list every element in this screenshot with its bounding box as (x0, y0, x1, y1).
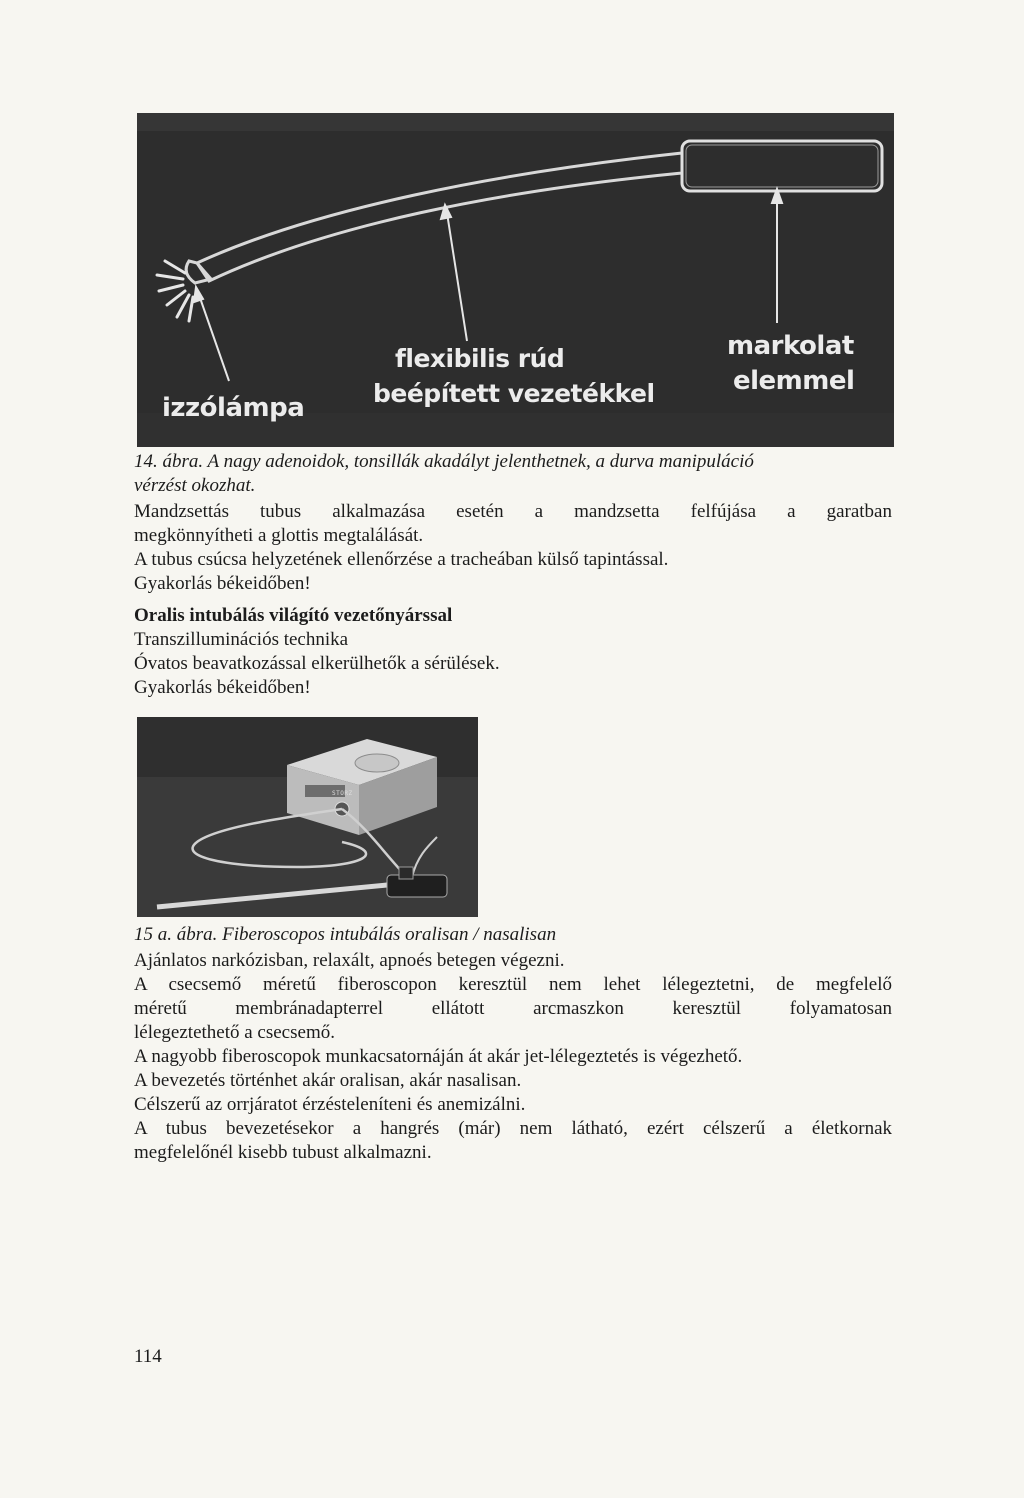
figure-14-caption: 14. ábra. A nagy adenoidok, tonsillák akadályt jelenthetnek, a durva manipuláció vérzést okozhat. (134, 451, 754, 496)
label-built-in-wiring: beépített vezetékkel (373, 379, 655, 408)
paragraph: A tubus csúcsa helyzetének ellenőrzése a tracheában külső tapintással. (134, 549, 669, 570)
label-flexible-rod: flexibilis rúd (395, 344, 565, 373)
label-bulb: izzólámpa (162, 393, 305, 423)
figure-15-caption: 15 a. ábra. Fiberoscopos intubálás oralisan / nasalisan (134, 924, 557, 945)
paragraph: Gyakorlás békeidőben! (134, 677, 311, 698)
paragraph-line: megkönnyítheti a glottis megtalálását. (134, 525, 424, 546)
paragraph: Gyakorlás békeidőben! (134, 573, 311, 594)
figure-15-image (137, 717, 478, 917)
label-with-battery: elemmel (733, 366, 855, 396)
paragraph: Óvatos beavatkozással elkerülhetők a sérülések. (134, 653, 500, 674)
paragraph-line: méretű membránadapterrel ellátott arcmaszkon keresztül folyamatosan (134, 998, 892, 1019)
page-number: 114 (134, 1346, 162, 1367)
section-fiberoscopy (134, 949, 892, 1165)
paragraph: Célszerű az orrjáratot érzésteleníteni és anemizálni. (134, 1094, 526, 1115)
paragraph: Ajánlatos narkózisban, relaxált, apnoés betegen végezni. (134, 950, 565, 971)
paragraph-line: lélegeztethető a csecsemő. (134, 1022, 335, 1043)
section-cuffed-tube (134, 500, 892, 596)
section-heading: Oralis intubálás világító vezetőnyárssal (134, 605, 453, 626)
paragraph-line: A tubus bevezetésekor a hangrés (már) nem látható, ezért célszerű a életkornak (134, 1118, 892, 1139)
paragraph: A bevezetés történhet akár oralisan, akár nasalisan. (134, 1070, 522, 1091)
paragraph-line: A csecsemő méretű fiberoscopon keresztül nem lehet lélegeztetni, de megfelelő (134, 974, 892, 995)
paragraph-line: megfelelőnél kisebb tubust alkalmazni. (134, 1142, 432, 1163)
label-handle: markolat (727, 331, 854, 361)
paragraph: Transzilluminációs technika (134, 629, 349, 650)
paragraph: A nagyobb fiberoscopok munkacsatornáján át akár jet-lélegeztetés is végezhető. (134, 1046, 743, 1067)
fiberscope-photo (137, 717, 478, 917)
section-oral-intubation (134, 604, 892, 700)
device-brand-label: STORZ (332, 790, 353, 797)
figure-14-image (137, 113, 894, 447)
paragraph-line: Mandzsettás tubus alkalmazása esetén a mandzsetta felfújása a garatban (134, 501, 892, 522)
